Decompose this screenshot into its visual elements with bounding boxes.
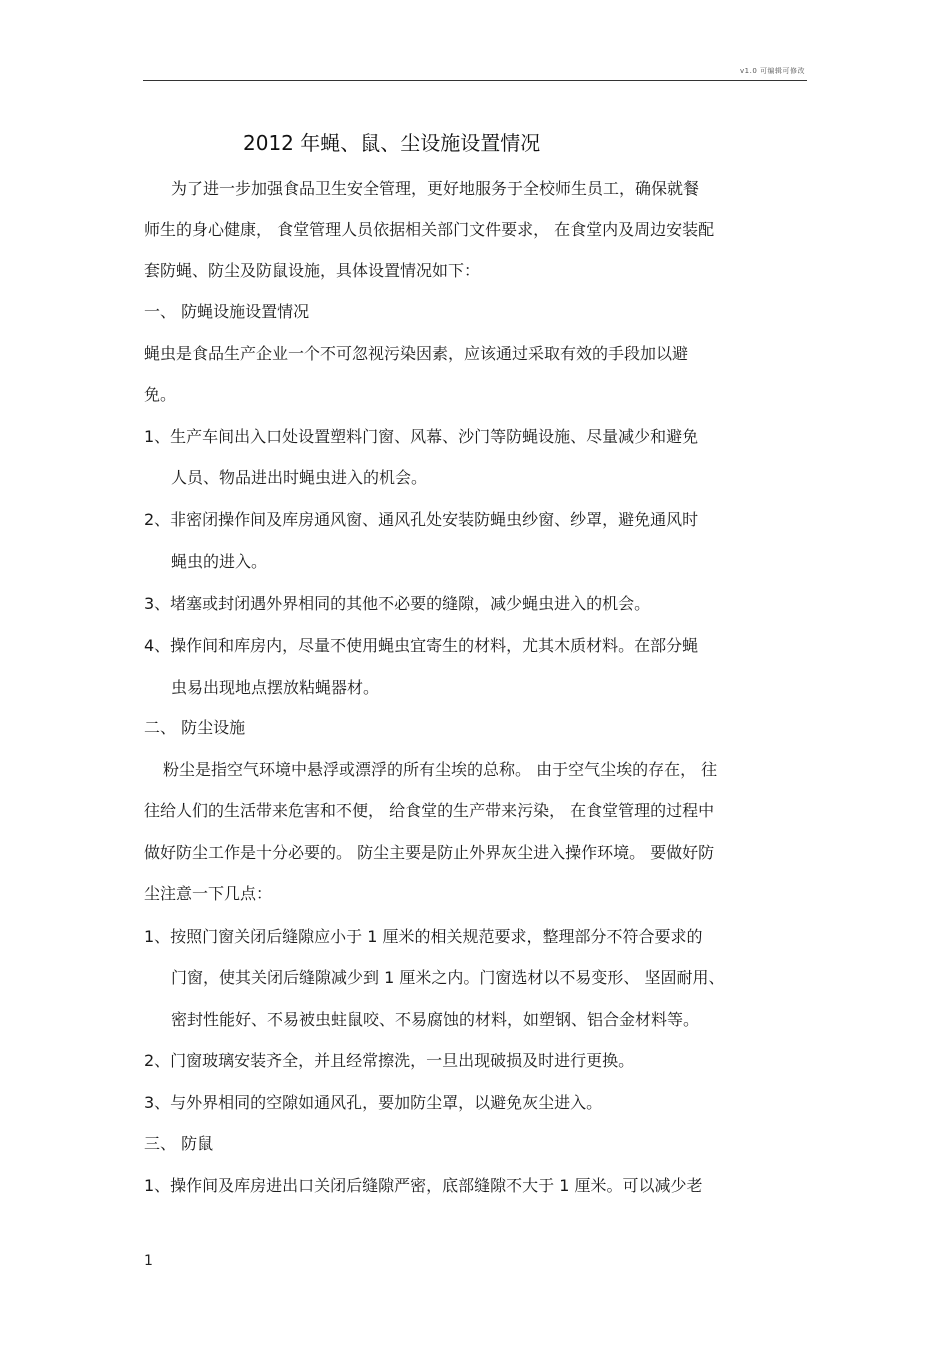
list-item-continuation: 蝇虫的进入。 xyxy=(171,552,268,571)
list-item: 4、操作间和库房内，尽量不使用蝇虫宜寄生的材料，尤其木质材料。在部分蝇 xyxy=(144,636,699,655)
list-item-continuation: 密封性能好、不易被虫蛀鼠咬、不易腐蚀的材料，如塑钢、铝合金材料等。 xyxy=(171,1010,700,1029)
list-item: 2、非密闭操作间及库房通风窗、通风孔处安装防蝇虫纱窗、纱罩，避免通风时 xyxy=(144,510,699,529)
list-item-continuation: 人员、物品进出时蝇虫进入的机会。 xyxy=(171,468,428,487)
paragraph-line: 蝇虫是食品生产企业一个不可忽视污染因素，应该通过采取有效的手段加以避 xyxy=(144,344,689,363)
header-rule xyxy=(143,80,807,81)
paragraph-line: 套防蝇、防尘及防鼠设施，具体设置情况如下： xyxy=(144,261,481,280)
list-item: 2、门窗玻璃安装齐全，并且经常擦洗，一旦出现破损及时进行更换。 xyxy=(144,1051,635,1070)
document-title: 2012 年蝇、鼠、尘设施设置情况 xyxy=(243,131,541,155)
page-number: 1 xyxy=(144,1253,153,1269)
list-item-continuation: 门窗，使其关闭后缝隙减少到 1 厘米之内。门窗选材以不易变形、 坚固耐用、 xyxy=(171,968,725,987)
list-item: 1、按照门窗关闭后缝隙应小于 1 厘米的相关规范要求，整理部分不符合要求的 xyxy=(144,927,703,946)
paragraph-line: 做好防尘工作是十分必要的。 防尘主要是防止外界灰尘进入操作环境。 要做好防 xyxy=(144,843,715,862)
section-heading-fly: 一、 防蝇设施设置情况 xyxy=(144,302,310,321)
paragraph-line: 免。 xyxy=(144,385,177,404)
paragraph-line: 粉尘是指空气环境中悬浮或漂浮的所有尘埃的总称。 由于空气尘埃的存在， 往 xyxy=(163,760,718,779)
paragraph-line: 师生的身心健康， 食堂管理人员依据相关部门文件要求， 在食堂内及周边安装配 xyxy=(144,220,715,239)
paragraph-line: 往给人们的生活带来危害和不便， 给食堂的生产带来污染， 在食堂管理的过程中 xyxy=(144,801,715,820)
version-note: v1.0 可编辑可修改 xyxy=(740,67,805,75)
paragraph-line: 为了进一步加强食品卫生安全管理，更好地服务于全校师生员工，确保就餐 xyxy=(171,179,700,198)
list-item: 3、与外界相同的空隙如通风孔，要加防尘罩，以避免灰尘进入。 xyxy=(144,1093,603,1112)
list-item-continuation: 虫易出现地点摆放粘蝇器材。 xyxy=(171,678,380,697)
list-item: 3、堵塞或封闭遇外界相同的其他不必要的缝隙，减少蝇虫进入的机会。 xyxy=(144,594,651,613)
paragraph-line: 尘注意一下几点： xyxy=(144,884,273,903)
section-heading-dust: 二、 防尘设施 xyxy=(144,718,246,737)
list-item: 1、操作间及库房进出口关闭后缝隙严密，底部缝隙不大于 1 厘米。可以减少老 xyxy=(144,1176,703,1195)
list-item: 1、生产车间出入口处设置塑料门窗、风幕、沙门等防蝇设施、尽量减少和避免 xyxy=(144,427,699,446)
section-heading-rodent: 三、 防鼠 xyxy=(144,1134,214,1153)
